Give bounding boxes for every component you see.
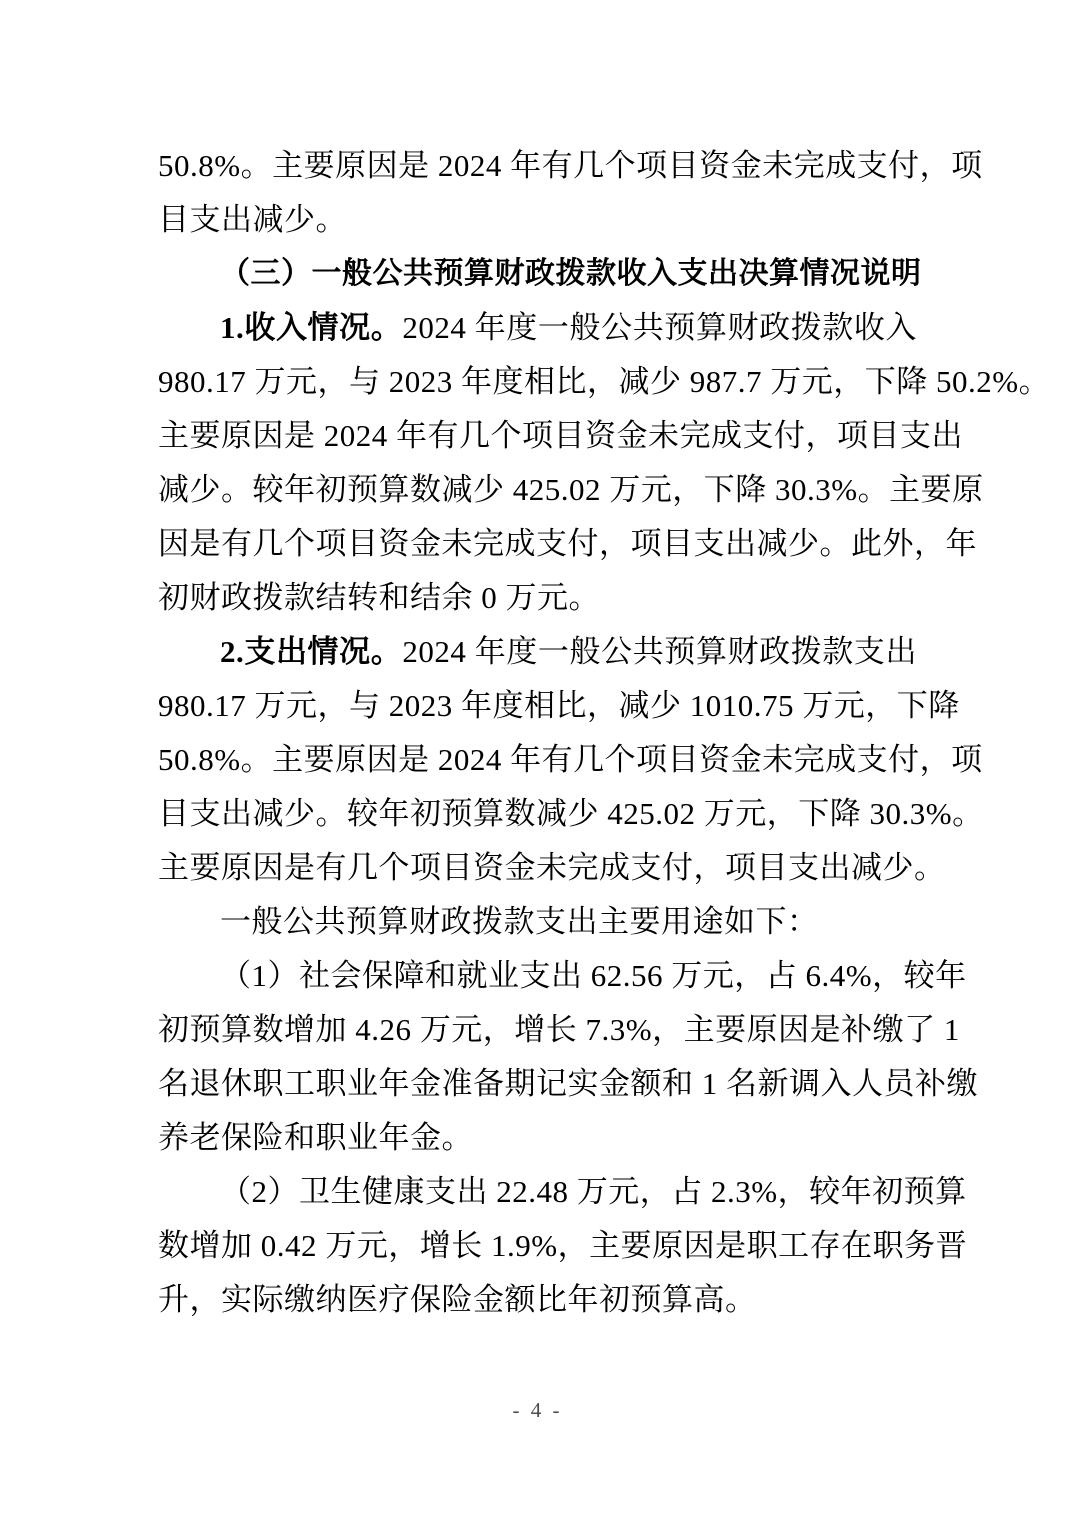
run: 50.8%。主要原因是 2024 年有几个项目资金未完成支付，项	[158, 148, 983, 183]
run: 名退休职工职业年金准备期记实金额和 1 名新调入人员补缴	[158, 1066, 978, 1101]
text-line	[158, 571, 917, 625]
run: 980.17 万元，与 2023 年度相比，减少 987.7 万元，下降 50.2%。	[158, 364, 1051, 399]
text-line	[158, 517, 977, 571]
text-line	[158, 193, 917, 247]
text-line	[158, 625, 917, 679]
run: 养老保险和职业年金。	[158, 1120, 473, 1155]
text-line	[158, 949, 967, 1003]
run: 升，实际缴纳医疗保险金额比年初预算高。	[158, 1282, 757, 1317]
text-line	[158, 301, 917, 355]
section-heading	[158, 247, 922, 301]
run: 目支出减少。较年初预算数减少 425.02 万元，下降 30.3%。	[158, 796, 984, 831]
run: （1）社会保障和就业支出 62.56 万元，占 6.4%，较年	[220, 958, 967, 993]
run: 2024 年度一般公共预算财政拨款收入	[402, 310, 918, 345]
run: 目支出减少。	[158, 202, 347, 237]
document-body	[158, 139, 1051, 1327]
run: 减少。较年初预算数减少 425.02 万元，下降 30.3%。主要原	[158, 472, 984, 507]
text-line	[158, 787, 984, 841]
run: 因是有几个项目资金未完成支付，项目支出减少。此外，年	[158, 526, 977, 561]
run: 主要原因是 2024 年有几个项目资金未完成支付，项目支出	[158, 418, 963, 453]
text-line	[158, 841, 946, 895]
text-line	[158, 679, 960, 733]
run: 主要原因是有几个项目资金未完成支付，项目支出减少。	[158, 850, 946, 885]
run: 50.8%。主要原因是 2024 年有几个项目资金未完成支付，项	[158, 742, 983, 777]
run: 一般公共预算财政拨款支出主要用途如下：	[220, 904, 819, 939]
run-bold: 2.支出情况。	[220, 634, 403, 669]
text-line	[158, 463, 984, 517]
text-line	[158, 1111, 917, 1165]
run: 数增加 0.42 万元，增长 1.9%，主要原因是职工存在职务晋	[158, 1228, 968, 1263]
text-line	[158, 1273, 917, 1327]
text-line	[158, 1003, 960, 1057]
run: 初预算数增加 4.26 万元，增长 7.3%，主要原因是补缴了 1	[158, 1012, 960, 1047]
run: 980.17 万元，与 2023 年度相比，减少 1010.75 万元，下降	[158, 688, 960, 723]
run-bold: 1.收入情况。	[220, 310, 403, 345]
run: 2024 年度一般公共预算财政拨款支出	[402, 634, 918, 669]
text-line	[158, 1219, 968, 1273]
text-line	[158, 733, 983, 787]
text-line	[158, 895, 917, 949]
text-line	[158, 1165, 967, 1219]
text-line	[158, 409, 963, 463]
page-number: - 4 -	[512, 1398, 563, 1422]
run: （三）一般公共预算财政拨款收入支出决算情况说明	[220, 257, 922, 290]
text-line	[158, 139, 983, 193]
text-line	[158, 355, 1051, 409]
text-line	[158, 1057, 978, 1111]
run: （2）卫生健康支出 22.48 万元，占 2.3%，较年初预算	[220, 1174, 967, 1209]
run: 初财政拨款结转和结余 0 万元。	[158, 580, 600, 615]
